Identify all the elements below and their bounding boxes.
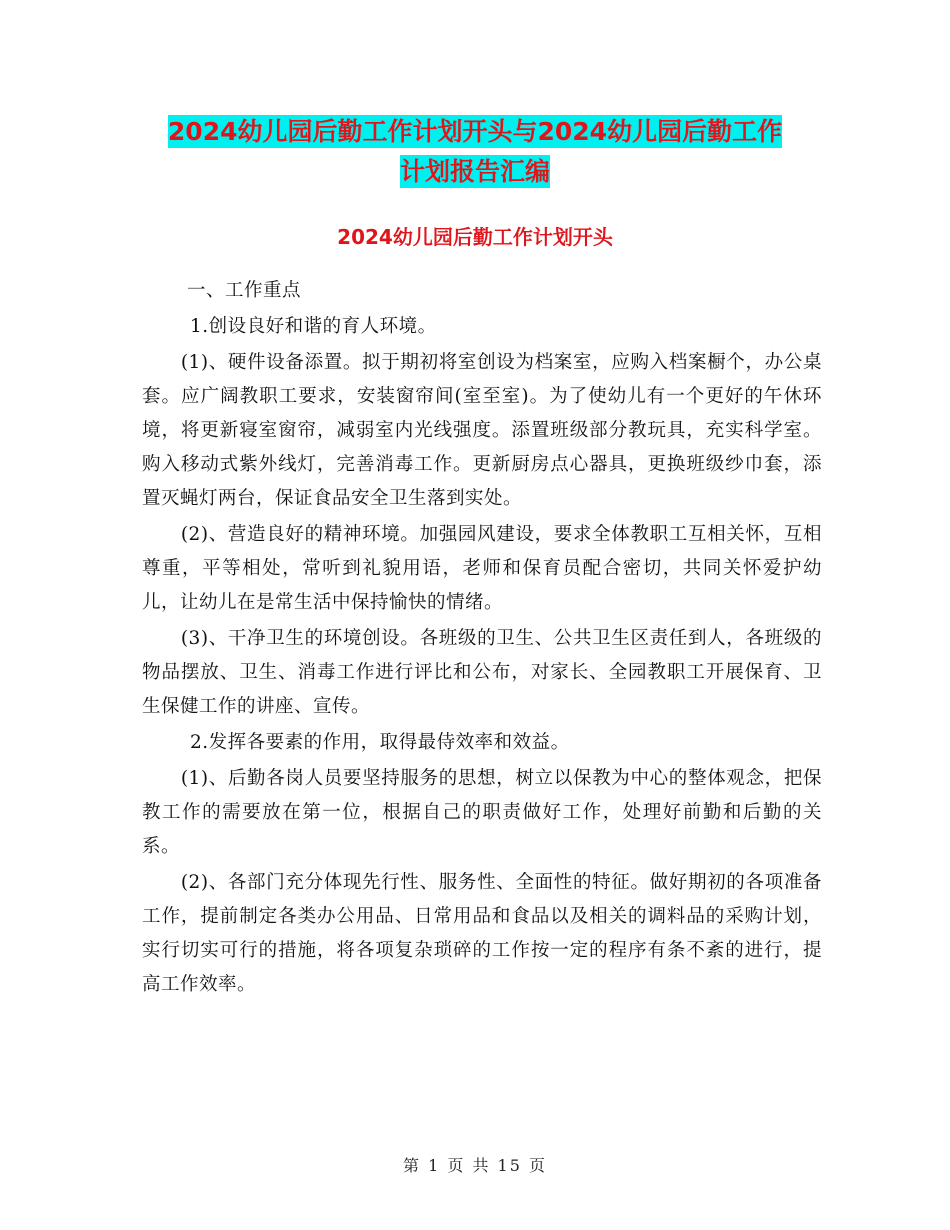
paragraph-hardware: (1)、硬件设备添置。拟于期初将室创设为档案室，应购入档案橱个，办公桌套。应广阔教职工要求，安装窗帘间(室至室)。为了使幼儿有一个更好的午休环境，将更新寝室窗帘，减弱室内光线强度。添置班级部分教玩具，充实科学室。购入移动式紫外线灯，完善消毒工作。更新厨房点心器具，更换班级纱巾套，添置灭蝇灯两台，保证食品安全卫生落到实处。 <box>142 352 822 509</box>
document-title-line2: 计划报告汇编 <box>399 157 550 186</box>
paragraph-item-1: 1.创设良好和谐的育人环境。 <box>190 316 437 337</box>
paragraph-service-idea: (1)、后勤各岗人员要坚持服务的思想，树立以保教为中心的整体观念，把保教工作的需要放在第一位，根据自己的职责做好工作，处理好前勤和后勤的关系。 <box>142 768 822 857</box>
section-title: 2024幼儿园后勤工作计划开头 <box>337 225 613 249</box>
paragraph-item-2: 2.发挥各要素的作用，取得最侍效率和效益。 <box>190 732 570 753</box>
document-body <box>142 274 822 1004</box>
paragraph-hygiene-environment: (3)、干净卫生的环境创设。各班级的卫生、公共卫生区责任到人，各班级的物品摆放、卫生、消毒工作进行评比和公布，对家长、全园教职工开展保育、卫生保健工作的讲座、宣传。 <box>142 628 822 717</box>
document-title-line1: 2024幼儿园后勤工作计划开头与2024幼儿园后勤工作 <box>167 117 783 146</box>
page-footer: 第 1 页 共 15 页 <box>403 1156 547 1175</box>
paragraph-heading-work-focus: 一、工作重点 <box>187 280 302 301</box>
document-title <box>0 112 950 192</box>
paragraph-departments: (2)、各部门充分体现先行性、服务性、全面性的特征。做好期初的各项准备工作，提前制定各类办公用品、日常用品和食品以及相关的调料品的采购计划，实行切实可行的措施，将各项复杂琐碎的工作按一定的程序有条不紊的进行，提高工作效率。 <box>142 872 822 995</box>
paragraph-spirit-environment: (2)、营造良好的精神环境。加强园风建设，要求全体教职工互相关怀，互相尊重，平等相处，常听到礼貌用语，老师和保育员配合密切，共同关怀爱护幼儿，让幼儿在是常生活中保持愉快的情绪。 <box>142 524 822 613</box>
